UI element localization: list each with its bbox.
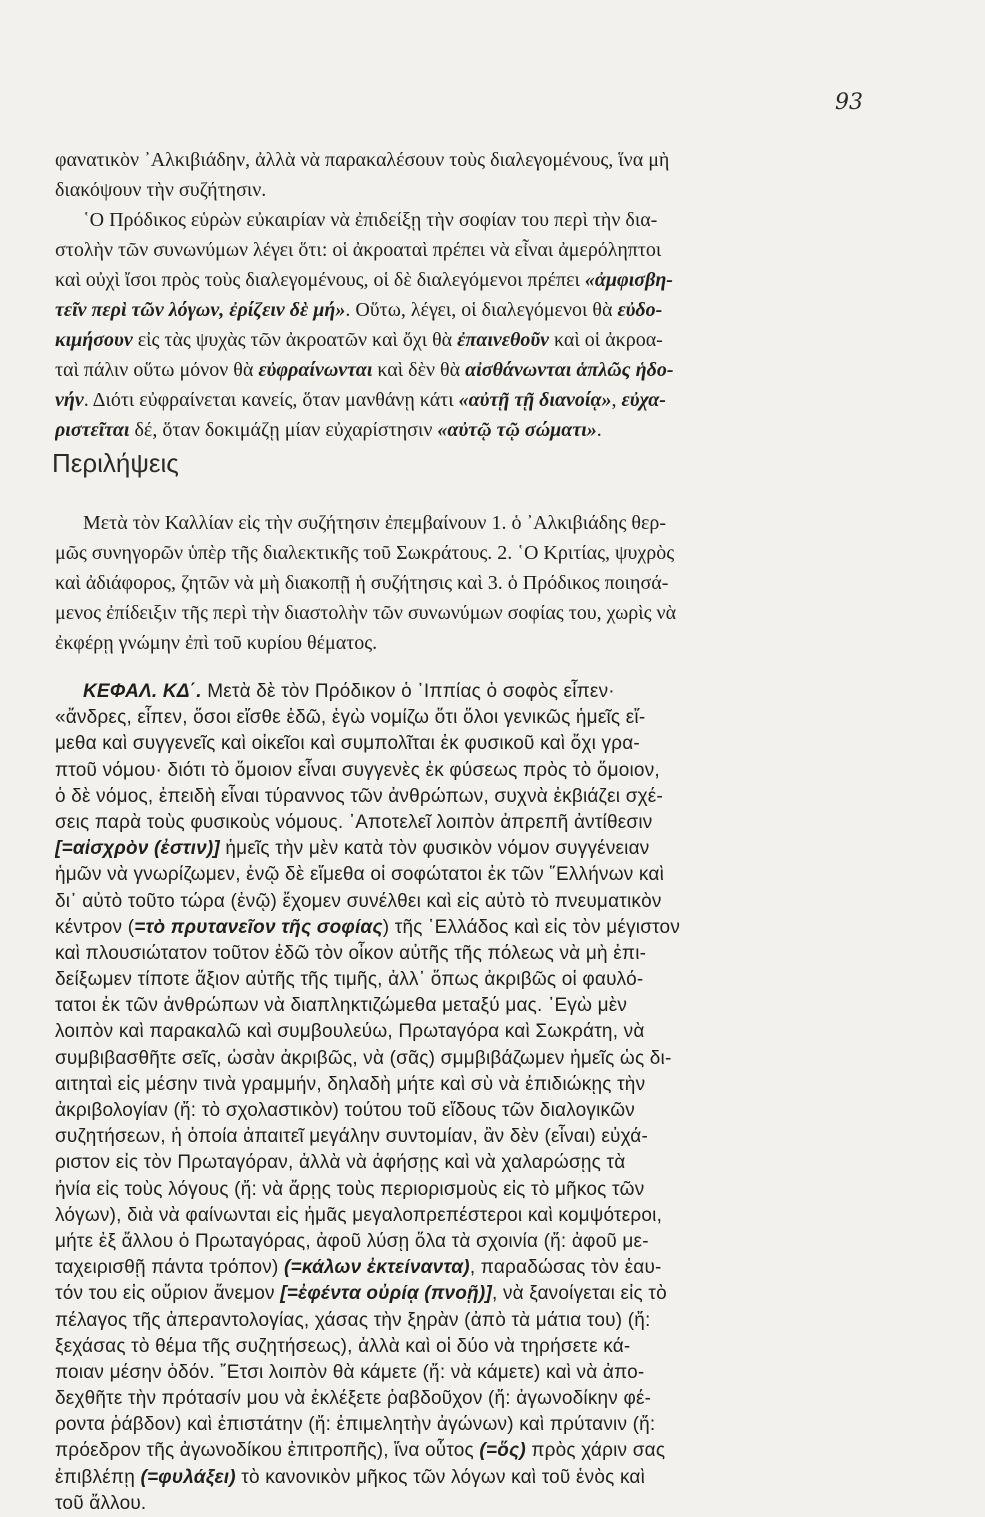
intro-paragraph: [55, 145, 925, 445]
plain-text: δι᾿ αὐτὸ τοῦτο τώρα (ἐνῷ) ἔχομεν συνέλθει καὶ εἰς αὐτὸ τὸ πνευματικὸν: [55, 890, 662, 912]
text-line: [55, 628, 925, 658]
plain-text: , παραδώσας τὸν ἑαυ-: [469, 1257, 662, 1279]
text-line: [55, 385, 925, 415]
text-line: [55, 175, 925, 205]
plain-text: «ἄνδρες, εἶπεν, ὅσοι εἴσθε ἐδῶ, ἐγὼ νομίζω ὅτι ὅλοι γενικῶς ἡμεῖς εἴ-: [55, 707, 646, 729]
plain-text: συζητήσεων, ἡ ὁποία ἀπαιτεῖ μεγάλην συντομίαν, ἂν δὲν (εἶναι) εὐχά-: [55, 1126, 649, 1148]
plain-text: καὶ οὐχὶ ἴσοι πρὸς τοὺς διαλεγομένους, οἱ δὲ διαλεγόμενοι πρέπει: [55, 269, 585, 291]
emphasis-text: τεῖν περὶ τῶν λόγων, ἐρίζειν δὲ μή»: [55, 299, 346, 321]
emphasis-text: «αὐτῇ τῇ διανοίᾳ»: [458, 389, 612, 411]
text-line: [55, 967, 925, 993]
text-line: [55, 355, 925, 385]
plain-text: . Διότι εὐφραίνεται κανείς, ὅταν μανθάνῃ κάτι: [83, 389, 459, 411]
emphasis-text: αἰσθάνωνται ἁπλῶς ἡδο-: [465, 359, 674, 381]
text-line: [55, 1386, 925, 1412]
plain-text: ἀκριβολογίαν (ἤ: τὸ σχολαστικὸν) τούτου τοῦ εἴδους τῶν διαλογικῶν: [55, 1100, 635, 1121]
text-line: [55, 598, 925, 628]
text-line: [55, 705, 925, 731]
text-line: [55, 1281, 925, 1307]
emphasis-text: νήν: [55, 389, 84, 411]
plain-text: ταὶ πάλιν οὕτω μόνον θὰ: [55, 359, 259, 381]
plain-text: τοῦ ἄλλου.: [55, 1492, 147, 1514]
text-line: [55, 1438, 925, 1464]
plain-text: εἰς τὰς ψυχὰς τῶν ἀκροατῶν καὶ ὄχι θὰ: [132, 329, 458, 351]
plain-text: ποιαν μέσην ὁδόν. ῎Ετσι λοιπὸν θὰ κάμετε (ἤ: νὰ κάμετε) καὶ νὰ ἀπο-: [55, 1361, 645, 1383]
emphasis-text: εὐχα-: [621, 389, 666, 411]
plain-text: ἐπιβλέπῃ: [55, 1466, 141, 1488]
plain-text: ,: [611, 389, 622, 411]
text-line: [55, 1150, 925, 1176]
text-line: [55, 1203, 925, 1229]
plain-text: στολὴν τῶν συνωνύμων λέγει ὅτι: οἱ ἀκροαταὶ πρέπει νὰ εἶναι ἀμερόληπτοι: [55, 239, 662, 261]
text-line: [55, 1412, 925, 1438]
plain-text: ριστον εἰς τὸν Πρωταγόραν, ἀλλὰ νὰ ἀφήσῃς καὶ νὰ χαλαρώσῃς τὰ: [55, 1152, 626, 1174]
emphasis-text: =τὸ πρυτανεῖον τῆς σοφίας: [134, 916, 383, 938]
text-line: [55, 1098, 925, 1124]
text-line: [55, 679, 925, 705]
plain-text: ὁ δὲ νόμος, ἐπειδὴ εἶναι τύραννος τῶν ἀνθρώπων, συχνὰ ἐκβιάζει σχέ-: [55, 785, 664, 807]
emphasis-text: ριστεῖται: [55, 419, 130, 441]
plain-text: ἡμεῖς τὴν μὲν κατὰ τὸν φυσικὸν νόμον συγγένειαν: [219, 838, 650, 860]
plain-text: μῶς συνηγορῶν ὑπὲρ τῆς διαλεκτικῆς τοῦ Σωκράτους. 2. ῾Ο Κριτίας, ψυχρὸς: [55, 542, 675, 564]
plain-text: δείξωμεν τίποτε ἄξιον αὐτῆς τῆς τιμῆς, ἀλλ᾿ ὅπως ἀκριβῶς οἱ φαυλό-: [55, 969, 644, 991]
emphasis-text: «αὐτῷ τῷ σώματι»: [437, 419, 597, 441]
plain-text: ταχειρισθῇ πάντα τρόπον): [55, 1257, 285, 1279]
text-line: [55, 784, 925, 810]
emphasis-text: (=κάλων ἐκτείναντα): [284, 1257, 470, 1279]
plain-text: μεθα καὶ συγγενεῖς καὶ οἰκεῖοι καὶ συμπολῖται ἐκ φυσικοῦ καὶ ὄχι γρα-: [55, 733, 640, 755]
text-line: [55, 1334, 925, 1360]
plain-text: Μετὰ τὸν Καλλίαν εἰς τὴν συζήτησιν ἐπεμβαίνουν 1. ὁ ᾿Αλκιβιάδης θερ-: [83, 512, 667, 534]
text-line: [55, 941, 925, 967]
text-line: [55, 836, 925, 862]
summary-heading: Περιλήψεις: [52, 448, 179, 478]
plain-text: . Οὕτω, λέγει, οἱ διαλεγόμενοι θὰ: [345, 299, 618, 321]
plain-text: ῾Ο Πρόδικος εὑρὼν εὐκαιρίαν νὰ ἐπιδείξῃ τὴν σοφίαν του περὶ τὴν δια-: [83, 209, 658, 231]
plain-text: αιτηταὶ εἰς μέσην τινὰ γραμμήν, δηλαδὴ μήτε καὶ σὺ νὰ ἐπιδιώκῃς τὴν: [55, 1073, 646, 1095]
text-line: [55, 568, 925, 598]
plain-text: κέντρον (: [55, 916, 135, 938]
text-line: [55, 145, 925, 175]
plain-text: .: [596, 419, 602, 441]
text-line: [55, 1465, 925, 1491]
text-line: [55, 235, 925, 265]
plain-text: καὶ δὲν θὰ: [372, 359, 466, 381]
plain-text: φανατικὸν ᾿Αλκιβιάδην, ἀλλὰ νὰ παρακαλέσουν τοὺς διαλεγομένους, ἵνα μὴ: [55, 149, 670, 171]
emphasis-text: εὐδο-: [617, 299, 663, 321]
plain-text: συμβιβασθῆτε σεῖς, ὡσὰν ἀκριβῶς, νὰ (σᾶς) σμμβιβάζωμεν ἡμεῖς ὡς δι-: [55, 1047, 672, 1069]
plain-text: πρόεδρον τῆς ἀγωνοδίκου ἐπιτροπῆς), ἵνα οὗτος: [55, 1440, 480, 1462]
plain-text: σεις παρὰ τοὺς φυσικοὺς νόμους. ᾿Αποτελεῖ λοιπὸν ἀπρεπῆ ἀντίθεσιν: [55, 811, 653, 833]
plain-text: ξεχάσας τὸ θέμα τῆς συζητήσεως), ἀλλὰ καὶ οἱ δύο νὰ τηρήσετε κά-: [55, 1335, 631, 1357]
text-line: [55, 1177, 925, 1203]
text-line: [55, 295, 925, 325]
text-line: [55, 1491, 925, 1517]
plain-text: ἡνία εἰς τοὺς λόγους (ἤ: νὰ ἄρῃς τοὺς περιορισμοὺς εἰς τὸ μῆκος τῶν: [55, 1178, 645, 1200]
emphasis-text: «ἀμφισβη-: [584, 269, 673, 291]
plain-text: λόγων), διὰ νὰ φαίνωνται εἰς ἡμᾶς μεγαλοπρεπέστεροι καὶ κομψότεροι,: [55, 1204, 663, 1226]
emphasis-text: ἐπαινεθοῦν: [457, 329, 550, 351]
plain-text: διακόψουν τὴν συζήτησιν.: [55, 179, 267, 201]
text-line: [55, 1124, 925, 1150]
text-line: [55, 915, 925, 941]
page-number: 93: [835, 90, 863, 115]
plain-text: καὶ ἀδιάφορος, ζητῶν νὰ μὴ διακοπῇ ἡ συζήτησις καὶ 3. ὁ Πρόδικος ποιησά-: [55, 572, 669, 594]
emphasis-text: [=ἐφέντα οὐρίᾳ (πνοῇ)]: [280, 1283, 492, 1305]
plain-text: Μετὰ δὲ τὸν Πρόδικον ὁ ῾Ιππίας ὁ σοφὸς εἶπεν·: [201, 681, 615, 702]
emphasis-text: κιμήσουν: [55, 329, 133, 351]
text-line: [55, 325, 925, 355]
plain-text: τὸ κανονικὸν μῆκος τῶν λόγων καὶ τοῦ ἑνὸς καὶ: [235, 1466, 646, 1488]
plain-text: δεχθῆτε τὴν πρότασίν μου νὰ ἐκλέξετε ῥαβδοῦχον (ἤ: ἀγωνοδίκην φέ-: [55, 1388, 652, 1410]
plain-text: μήτε ἐξ ἄλλου ὁ Πρωταγόρας, ἀφοῦ λύσῃ ὅλα τὰ σχοινία (ἤ: ἀφοῦ με-: [55, 1230, 649, 1252]
plain-text: καὶ οἱ ἀκροα-: [549, 329, 663, 351]
plain-text: ) τῆς ῾Ελλάδος καὶ εἰς τὸν μέγιστον: [382, 916, 681, 938]
plain-text: δέ, ὅταν δοκιμάζῃ μίαν εὐχαρίστησιν: [129, 419, 438, 441]
plain-text: μενος ἐπίδειξιν τῆς περὶ τὴν διαστολὴν τῶν συνωνύμων σοφίας του, χωρὶς νὰ: [55, 602, 677, 624]
plain-text: τόν του εἰς οὔριον ἄνεμον: [55, 1283, 281, 1305]
plain-text: καὶ πλουσιώτατον τοῦτον ἐδῶ τὸν οἶκον αὐτῆς τῆς πόλεως νὰ μὴ ἐπι-: [55, 942, 647, 964]
plain-text: πτοῦ νόμου· διότι τὸ ὅμοιον εἶναι συγγενὲς ἐκ φύσεως πρὸς τὸ ὅμοιον,: [55, 759, 660, 781]
emphasis-text: (=φυλάξει): [140, 1466, 236, 1488]
text-line: [55, 731, 925, 757]
plain-text: τατοι ἐκ τῶν ἀνθρώπων νὰ διαπληκτιζώμεθα μεταξύ μας. ᾿Εγὼ μὲν: [55, 995, 628, 1017]
plain-text: , νὰ ξανοίγεται εἰς τὸ: [491, 1283, 667, 1305]
plain-text: λοιπὸν καὶ παρακαλῶ καὶ συμβουλεύω, Πρωταγόρα καὶ Σωκράτη, νὰ: [55, 1021, 645, 1043]
plain-text: ροντα ῥάβδον) καὶ ἐπιστάτην (ἤ: ἐπιμελητὴν ἀγώνων) καὶ πρύτανιν (ἤ:: [55, 1414, 656, 1436]
text-line: [55, 205, 925, 235]
plain-text: ἐκφέρῃ γνώμην ἐπὶ τοῦ κυρίου θέματος.: [55, 632, 378, 654]
text-line: [55, 1308, 925, 1334]
summary-paragraph: [55, 508, 925, 658]
emphasis-text: (=ὅς): [479, 1440, 526, 1462]
text-line: [55, 1046, 925, 1072]
text-line: [55, 1019, 925, 1045]
text-line: [55, 538, 925, 568]
text-line: [55, 1255, 925, 1281]
emphasis-text: [=αἰσχρὸν (ἐστιν)]: [55, 838, 220, 860]
text-line: [55, 1360, 925, 1386]
chapter-label: ΚΕΦΑΛ. ΚΔ΄.: [83, 681, 202, 702]
emphasis-text: εὐφραίνωνται: [258, 359, 373, 381]
text-line: [55, 862, 925, 888]
text-line: [55, 993, 925, 1019]
text-line: [55, 265, 925, 295]
text-line: [55, 1072, 925, 1098]
text-line: [55, 508, 925, 538]
text-line: [55, 810, 925, 836]
chapter-paragraph: [55, 679, 925, 1517]
plain-text: πρὸς χάριν σας: [525, 1440, 666, 1462]
text-line: [55, 889, 925, 915]
text-line: [55, 758, 925, 784]
plain-text: πέλαγος τῆς ἀπεραντολογίας, χάσας τὴν ξηρὰν (ἀπὸ τὰ μάτια του) (ἤ:: [55, 1309, 651, 1331]
text-line: [55, 415, 925, 445]
plain-text: ἡμῶν νὰ γνωρίζωμεν, ἐνῷ δὲ εἴμεθα οἱ σοφώτατοι ἐκ τῶν ῞Ελλήνων καὶ: [55, 864, 665, 886]
text-line: [55, 1229, 925, 1255]
